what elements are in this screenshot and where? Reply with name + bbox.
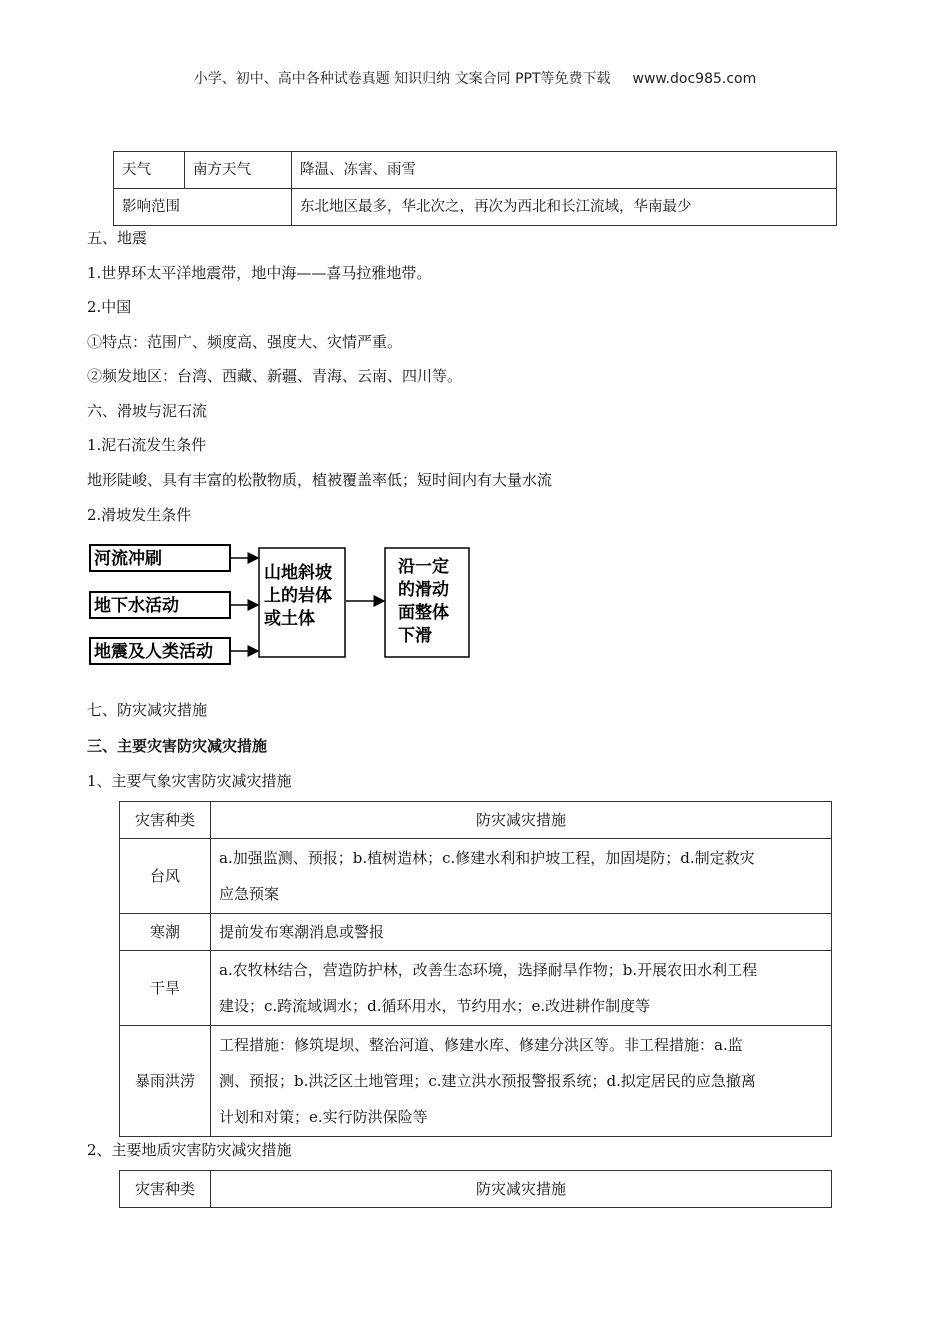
sec6-p1: 1.泥石流发生条件: [87, 436, 207, 454]
result-line-3: 面整体: [398, 603, 449, 623]
sec3-title: 三、主要灾害防灾减灾措施: [87, 737, 268, 755]
measure-line: a.农牧林结合，营造防护林，改善生态环境，选择耐旱作物；b.开展农田水利工程: [219, 961, 758, 979]
result-line-2: 的滑动: [398, 580, 449, 600]
page-header: [0, 68, 950, 88]
sec5-p1: 1.世界环太平洋地震带，地中海——喜马拉雅地带。: [87, 264, 432, 282]
cell-impact-range-value: 东北地区最多，华北次之，再次为西北和长江流域，华南最少: [292, 189, 837, 226]
table1-row-type: 暴雨洪涝: [120, 1026, 211, 1137]
measure-line: a.加强监测、预报；b.植树造林；c.修建水利和护坡工程，加固堤防；d.制定救灾: [219, 849, 755, 867]
header-url[interactable]: www.doc985.com: [632, 71, 757, 87]
cell-south-weather: 南方天气: [185, 152, 292, 189]
sec5-p4: ②频发地区：台湾、西藏、新疆、青海、云南、四川等。: [87, 367, 463, 385]
geological-measures-table: [119, 1170, 832, 1208]
measure-line: 测、预报；b.洪泛区土地管理；c.建立洪水预报警报系统；d.拟定居民的应急撤离: [219, 1072, 756, 1090]
table2-header-type: 灾害种类: [120, 1171, 211, 1208]
table1-row-type: 台风: [120, 839, 211, 914]
table1-header-type: 灾害种类: [120, 802, 211, 839]
measure-line: 建设；c.跨流域调水；d.循环用水，节约用水；e.改进耕作制度等: [219, 997, 651, 1015]
table1-header-measures: 防灾减灾措施: [211, 802, 832, 839]
cause-label-3: 地震及人类活动: [94, 642, 213, 662]
measure-line: 工程措施：修筑堤坝、整治河道、修建水库、修建分洪区等。非工程措施：a.监: [219, 1036, 743, 1054]
cell-weather: 天气: [114, 152, 185, 189]
sec5-p2: 2.中国: [87, 298, 132, 316]
table1-row-measures: [211, 951, 832, 1026]
cell-impact-range: 影响范围: [114, 189, 292, 226]
table1-row-measures: [211, 914, 832, 951]
measure-line: 应急预案: [219, 885, 280, 903]
cell-weather-effects: 降温、冻害、雨雪: [292, 152, 837, 189]
middle-line-1: 山地斜坡: [264, 563, 332, 583]
weather-table: [113, 151, 837, 226]
sec6-p2: 地形陡峻、具有丰富的松散物质，植被覆盖率低；短时间内有大量水流: [87, 471, 553, 489]
header-text: 小学、初中、高中各种试卷真题 知识归纳 文案合同 PPT等免费下载: [193, 71, 611, 87]
cause-label-1: 河流冲刷: [94, 549, 162, 569]
result-line-1: 沿一定: [398, 557, 449, 577]
result-line-4: 下滑: [398, 626, 432, 646]
middle-line-2: 上的岩体: [264, 586, 332, 606]
sec5-title: 五、地震: [87, 229, 148, 247]
measure-line: 提前发布寒潮消息或警报: [219, 923, 385, 941]
sec6-p3: 2.滑坡发生条件: [87, 506, 192, 524]
measure-line: 计划和对策；e.实行防洪保险等: [219, 1108, 428, 1126]
middle-line-3: 或土体: [264, 609, 315, 629]
landslide-diagram: [86, 541, 476, 665]
table1-row-measures: [211, 1026, 832, 1137]
meteorological-measures-table: [119, 801, 832, 1137]
sec7-title: 七、防灾减灾措施: [87, 701, 208, 719]
table1-row-type: 寒潮: [120, 914, 211, 951]
cause-label-2: 地下水活动: [94, 596, 179, 616]
table1-row-type: 干旱: [120, 951, 211, 1026]
sub2-title: 2、主要地质灾害防灾减灾措施: [87, 1141, 292, 1159]
sec6-title: 六、滑坡与泥石流: [87, 402, 208, 420]
sub1-title: 1、主要气象灾害防灾减灾措施: [87, 772, 292, 790]
table1-row-measures: [211, 839, 832, 914]
table2-header-measures: 防灾减灾措施: [211, 1171, 832, 1208]
sec5-p3: ①特点：范围广、频度高、强度大、灾情严重。: [87, 333, 403, 351]
